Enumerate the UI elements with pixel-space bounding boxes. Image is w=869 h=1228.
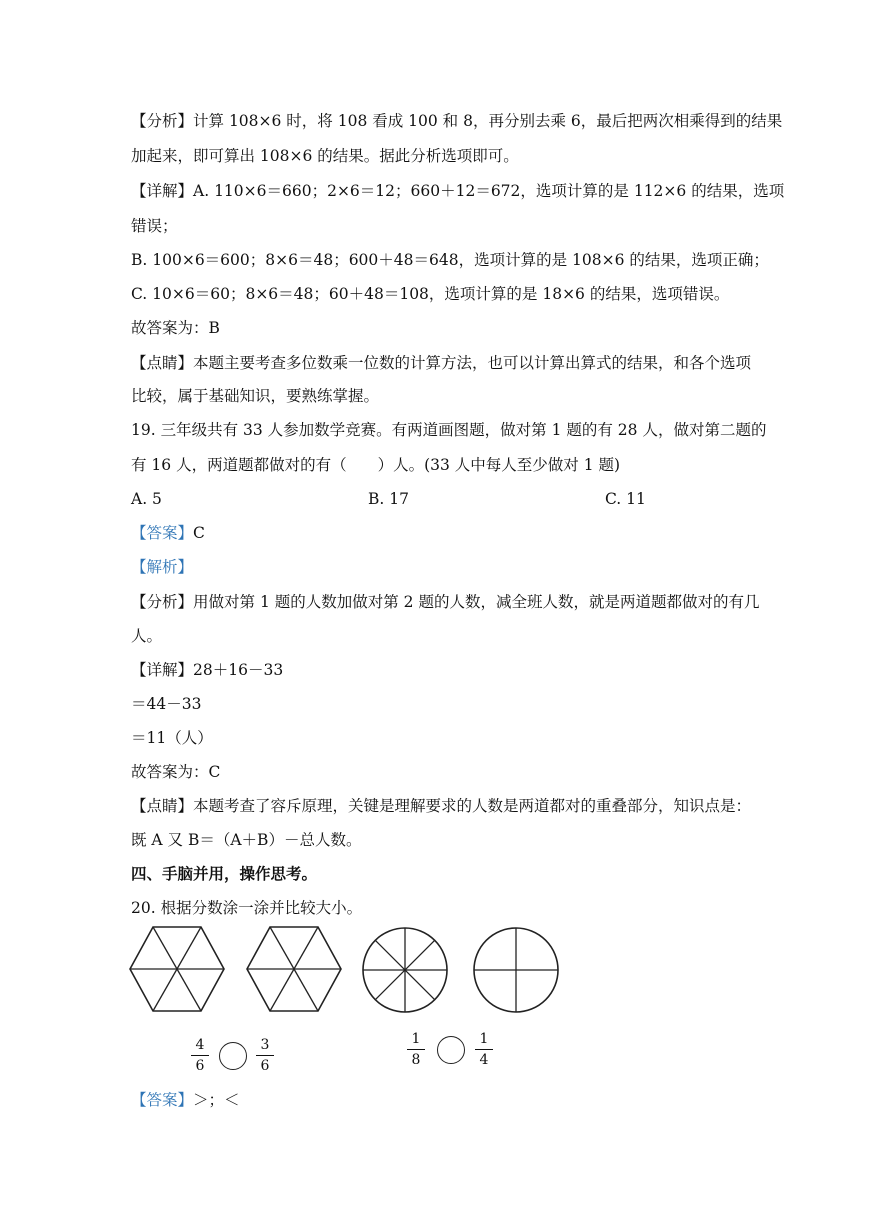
circle-quarters-figure [471, 925, 561, 1015]
detail-tag: 【详解】 [131, 182, 194, 200]
q19-stem-line2: 有 16 人，两道题都做对的有（ ）人。(33 人中每人至少做对 1 题) [131, 456, 621, 474]
compare-circle-1[interactable] [219, 1042, 247, 1070]
analysis-text: 计算 108×6 时，将 108 看成 100 和 8，再分别去乘 6，最后把两次相乘得到的结果 [193, 112, 783, 130]
answer-tag: 【答案】 [131, 524, 194, 542]
answer-value: ＞；＜ [193, 1091, 240, 1109]
q18-answer-line: 故答案为：B [131, 319, 220, 337]
answer-value: C [193, 524, 205, 542]
denominator: 6 [195, 1058, 205, 1074]
fraction-left-1 [189, 1036, 211, 1075]
fraction-right-1 [254, 1036, 276, 1075]
q18-comment-line1 [131, 353, 751, 373]
q18-detail-line2: 错误； [131, 217, 178, 235]
comment-text: 本题主要考查多位数乘一位数的计算方法，也可以计算出算式的结果，和各个选项 [193, 354, 752, 372]
fraction-left-2 [405, 1030, 427, 1069]
fraction-bar [475, 1049, 493, 1050]
q19-detail-line2: ＝44－33 [131, 695, 202, 713]
q18-detail-line1 [131, 181, 784, 201]
q19-option-c: C. 11 [605, 490, 646, 508]
denominator: 6 [260, 1058, 270, 1074]
numerator: 1 [411, 1031, 421, 1047]
fraction-bar [256, 1055, 274, 1056]
q19-stem-line1: 19. 三年级共有 33 人参加数学竞赛。有两道画图题，做对第 1 题的有 28 人，做对第二题的 [131, 421, 767, 439]
analysis-tag: 【分析】 [131, 593, 194, 611]
q18-detail-line4: C. 10×6＝60；8×6＝48；60＋48＝108，选项计算的是 18×6 的结果，选项错误。 [131, 285, 730, 303]
q19-comment-line1 [131, 796, 751, 816]
fraction-bar [191, 1055, 209, 1056]
hexagon-figure-1 [128, 925, 226, 1013]
comment-tag: 【点睛】 [131, 354, 194, 372]
detail-tag: 【详解】 [131, 661, 194, 679]
q19-answer [131, 523, 205, 543]
section-title: 四、手脑并用，操作思考。 [131, 865, 318, 883]
answer-tag: 【答案】 [131, 1091, 194, 1109]
numerator: 1 [479, 1031, 489, 1047]
denominator: 8 [411, 1052, 421, 1068]
q18-analysis-line2: 加起来，即可算出 108×6 的结果。据此分析选项即可。 [131, 147, 519, 165]
q19-explain-tag: 【解析】 [131, 558, 194, 576]
hexagon-figure-2 [245, 925, 343, 1013]
denominator: 4 [479, 1052, 489, 1068]
q18-comment-line2: 比较，属于基础知识，要熟练掌握。 [131, 387, 380, 405]
circle-eighths-figure [360, 925, 450, 1015]
numerator: 3 [260, 1037, 270, 1053]
numerator: 4 [195, 1037, 205, 1053]
q19-detail-line1 [131, 660, 283, 680]
detail-text: A. 110×6＝660；2×6＝12；660＋12＝672，选项计算的是 112×6 的结果，选项 [193, 182, 785, 200]
q19-option-b: B. 17 [368, 490, 409, 508]
compare-circle-2[interactable] [437, 1036, 465, 1064]
analysis-text: 用做对第 1 题的人数加做对第 2 题的人数，减全班人数，就是两道题都做对的有几 [193, 593, 760, 611]
comment-text: 本题考查了容斥原理，关键是理解要求的人数是两道都对的重叠部分，知识点是： [193, 797, 752, 815]
comment-tag: 【点睛】 [131, 797, 194, 815]
detail-text: 28＋16－33 [193, 661, 284, 679]
q19-answer-line: 故答案为：C [131, 763, 221, 781]
fraction-bar [407, 1049, 425, 1050]
analysis-tag: 【分析】 [131, 112, 194, 130]
fraction-right-2 [473, 1030, 495, 1069]
q20-answer [131, 1090, 240, 1110]
q20-stem: 20. 根据分数涂一涂并比较大小。 [131, 899, 363, 917]
q19-analysis-line2: 人。 [131, 627, 163, 645]
q19-comment-line2: 既 A 又 B＝（A＋B）－总人数。 [131, 831, 362, 849]
q19-option-a: A. 5 [131, 490, 162, 508]
q18-analysis-line1 [131, 111, 782, 131]
q19-analysis-line1 [131, 592, 759, 612]
q19-detail-line3: ＝11（人） [131, 729, 213, 747]
q18-detail-line3: B. 100×6＝600；8×6＝48；600＋48＝648，选项计算的是 108×6 的结果，选项正确； [131, 251, 769, 269]
